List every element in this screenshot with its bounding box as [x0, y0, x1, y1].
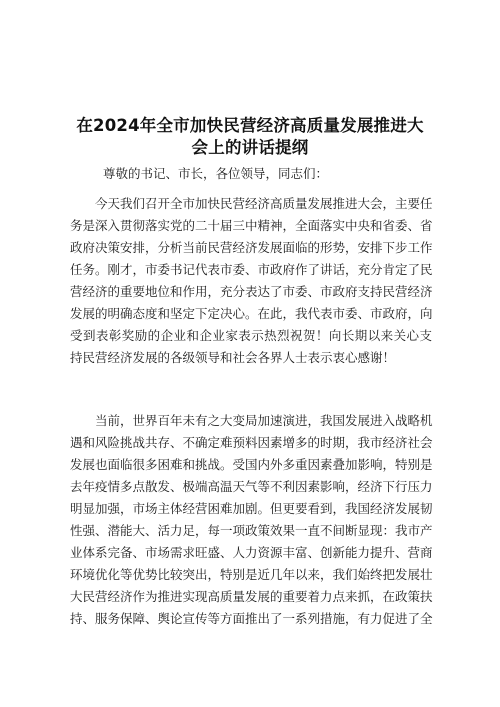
- paragraph-line: 任务。刚才，市委书记代表市委、市政府作了讲话，充分肯定了民: [70, 262, 433, 277]
- paragraph-line: 遇和风险挑战共存、不确定难预料因素增多的时期，我市经济社会: [70, 435, 433, 450]
- paragraph-line: 业体系完备、市场需求旺盛、人力资源丰富、创新能力提升、营商: [70, 545, 433, 560]
- paragraph-line: 持、服务保障、舆论宣传等方面推出了一系列措施，有力促进了全: [70, 611, 433, 626]
- paragraph-line: 明显加强，市场主体经营困难加剧。但更要看到，我国经济发展韧: [70, 501, 433, 516]
- paragraph-line: 持民营经济发展的各级领导和社会各界人士表示衷心感谢！: [70, 350, 396, 365]
- paragraph-1: [70, 193, 432, 369]
- paragraph-line: 受到表彰奖励的企业和企业家表示热烈祝贺！向长期以来关心支: [70, 328, 432, 343]
- paragraph-line: 政府决策安排，分析当前民营经济发展面临的形势，安排下步工作: [70, 240, 433, 255]
- document-title-line-2: 会上的讲话提纲: [191, 138, 309, 157]
- paragraph-line: 大民营经济作为推进实现高质量发展的重要着力点来抓，在政策扶: [70, 589, 433, 604]
- paragraph-line: 务是深入贯彻落实党的二十届三中精神，全面落实中央和省委、省: [70, 218, 433, 233]
- paragraph-line: 性强、潜能大、活力足，每一项政策效果一直不间断显现：我市产: [70, 523, 433, 538]
- paragraph-line: 今天我们召开全市加快民营经济高质量发展推进大会，主要任: [95, 196, 433, 211]
- paragraph-2: [70, 410, 432, 630]
- paragraph-line: 发展也面临很多困难和挑战。受国内外多重因素叠加影响，特别是: [70, 457, 433, 472]
- salutation: 尊敬的书记、市长，各位领导，同志们：: [103, 166, 329, 181]
- document-title-line-1: 在2024年全市加快民营经济高质量发展推进大: [76, 116, 424, 135]
- paragraph-line: 发展的明确态度和坚定下定决心。在此，我代表市委、市政府，向: [70, 306, 433, 321]
- paragraph-line: 营经济的重要地位和作用，充分表达了市委、市政府支持民营经济: [70, 284, 433, 299]
- paragraph-line: 去年疫情多点散发、极端高温天气等不利因素影响，经济下行压力: [70, 479, 433, 494]
- paragraph-line: 当前，世界百年未有之大变局加速演进，我国发展进入战略机: [95, 413, 433, 428]
- paragraph-line: 环境优化等优势比较突出，特别是近几年以来，我们始终把发展壮: [70, 567, 433, 582]
